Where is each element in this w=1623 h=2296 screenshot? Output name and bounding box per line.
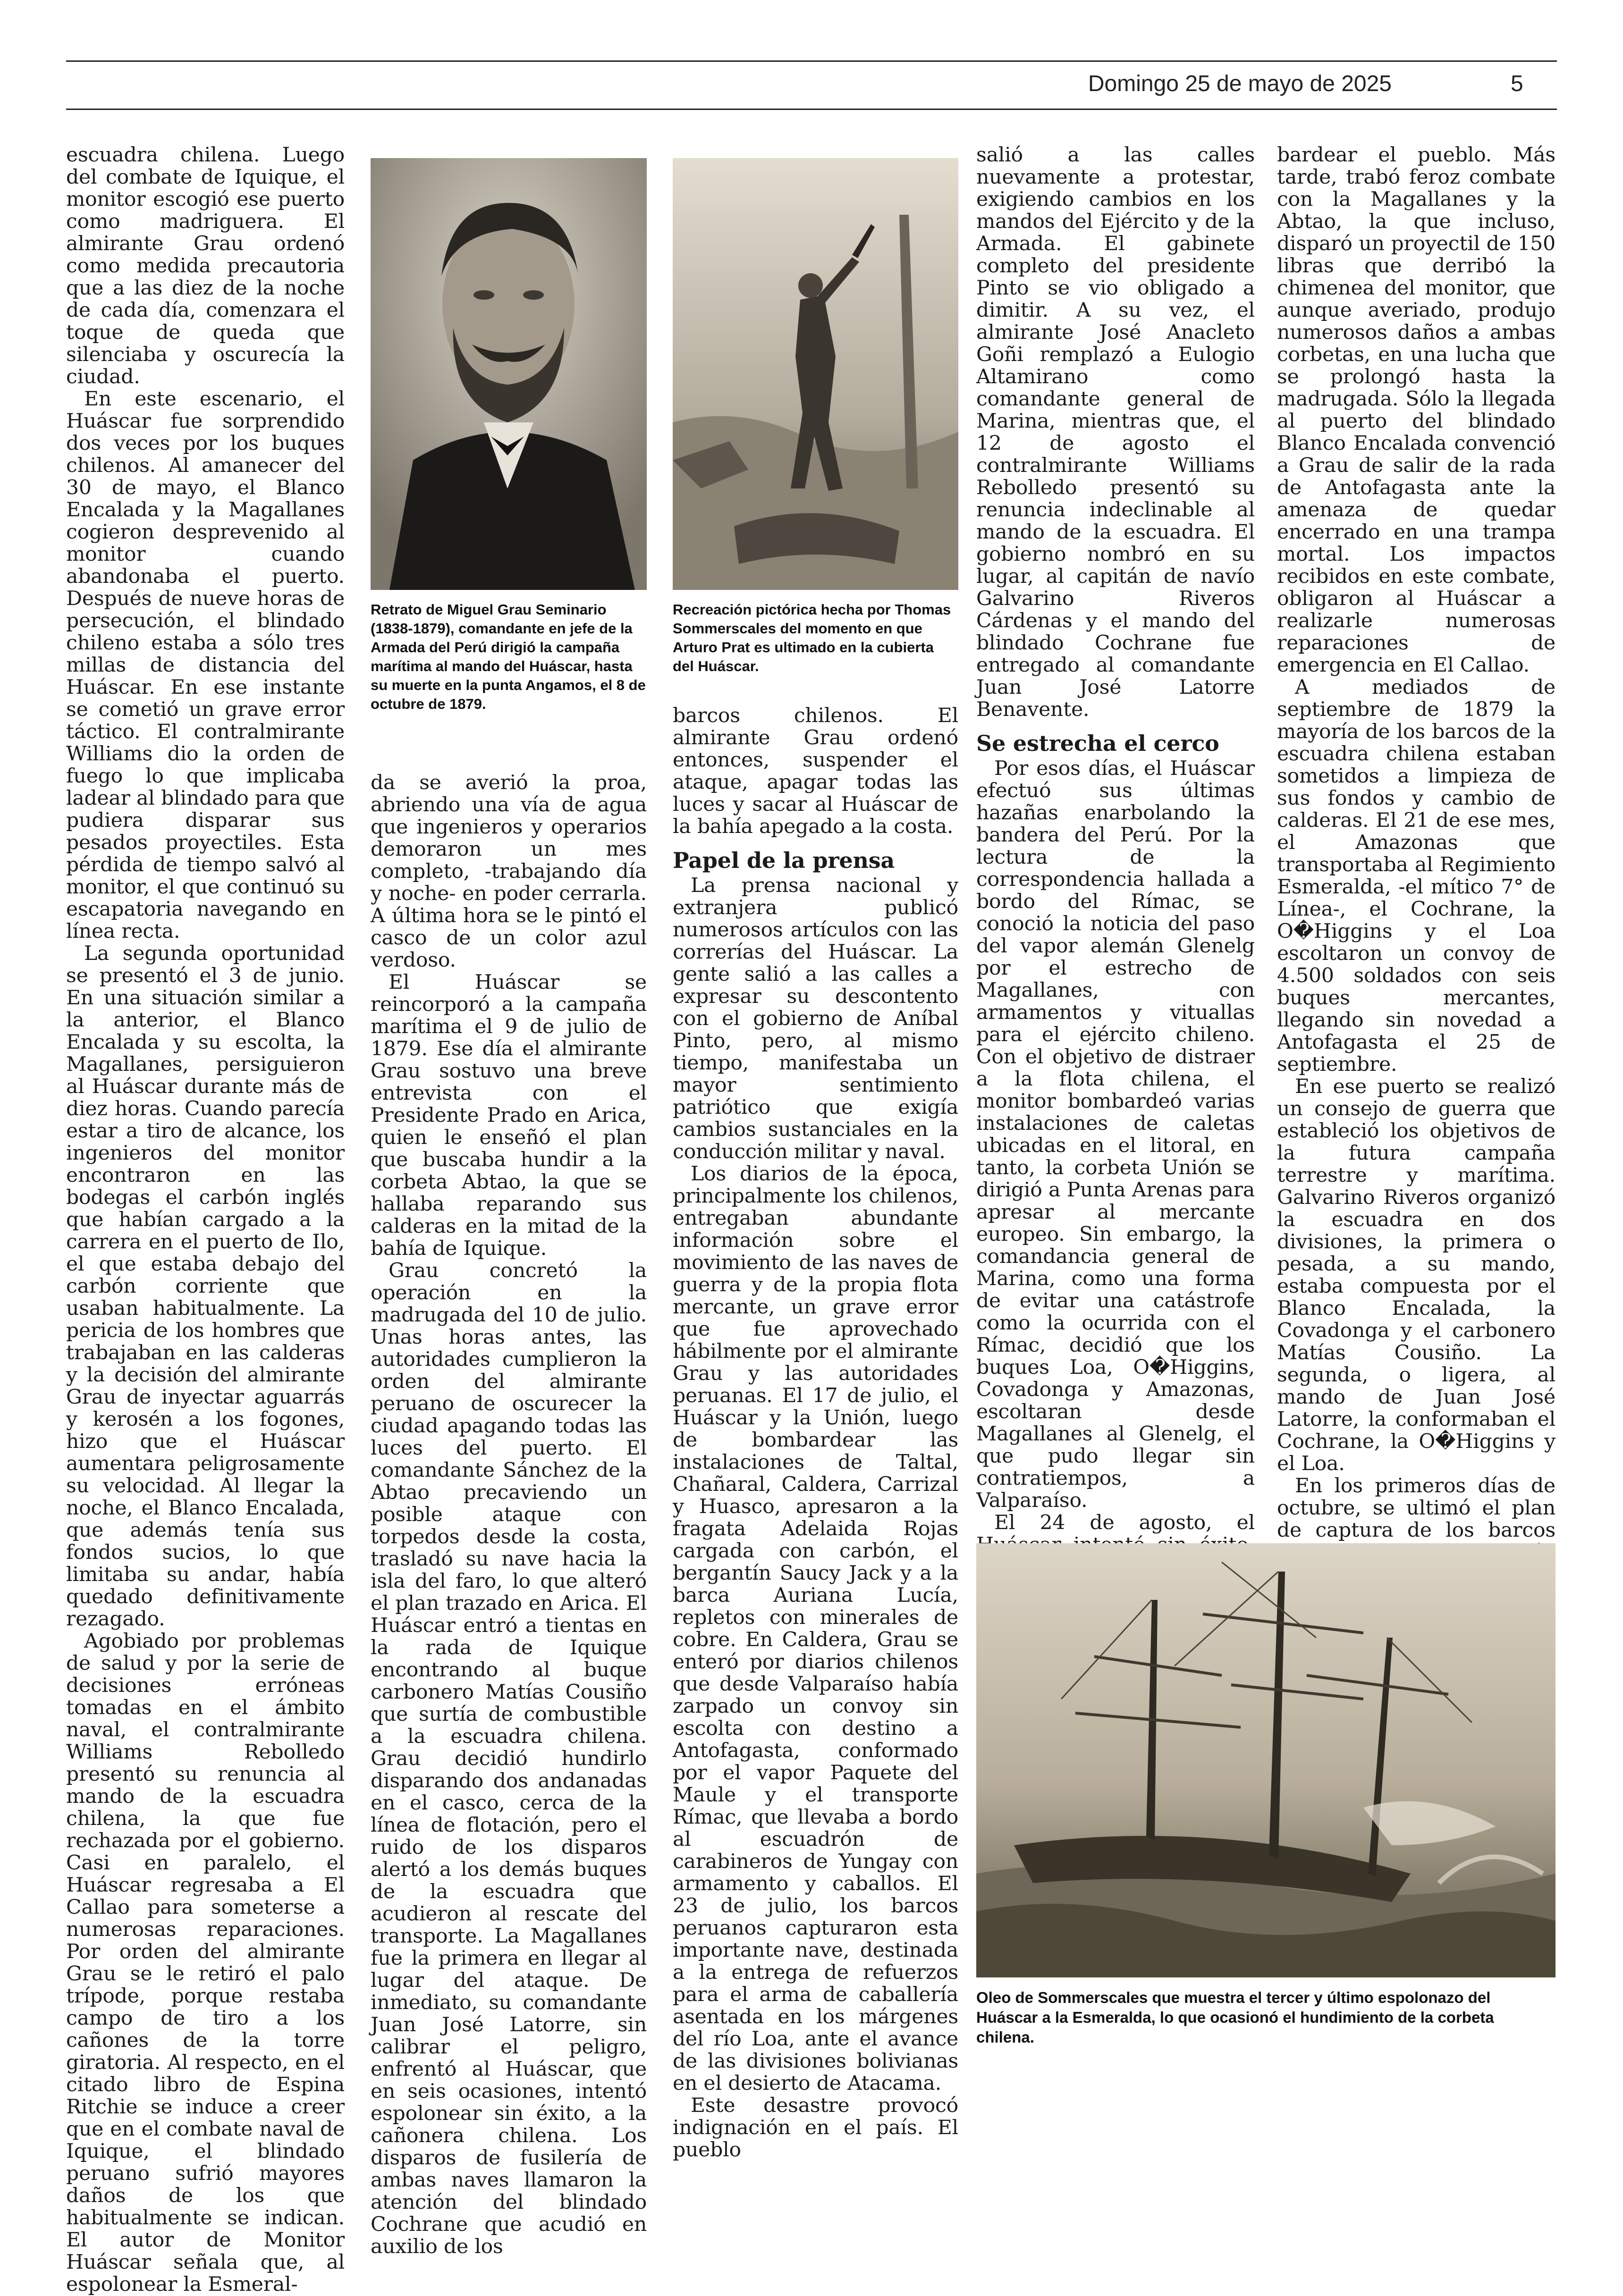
paragraph: El 24 de agosto, el — [994, 1511, 1255, 1534]
ship-photo-caption: Oleo de Sommerscales que muestra el tercer y último espolonazo del Huáscar a la Esmeralda, lo que ocasionó el hundimiento de la corbeta chilena. — [976, 1989, 1494, 2046]
page-number: 5 — [1511, 71, 1523, 96]
section-heading: Se estrecha el cerco — [976, 731, 1219, 756]
paragraph: El Huáscar se reincorporó a la campaña marítima el 9 de julio de 1879. Ese día el almirante Grau sostuvo una breve entrevista con el Presidente Prado en Arica, quien le enseñó el plan que buscaba hundir a la corbeta Abtao, la que se hallaba reparando sus calderas en la mitad de la bahía de Iquique. — [371, 971, 647, 1260]
header-rule — [66, 109, 1557, 110]
ship-painting-photo — [976, 1543, 1555, 1977]
top-rule — [66, 60, 1557, 62]
paragraph: bardear el pueblo. Más tarde, trabó feroz combate con la Magallanes y la Abtao, la que incluso, disparó un proyectil de 150 libras que derribó la chimenea del monitor, que aunque averiado, produjo numerosos daños a ambas corbetas, en una lucha que se prolongó hasta la madrugada. Sólo la llegada al puerto del blindado Blanco Encalada convenció a Grau de salir de la rada de Antofagasta ante la amenaza de quedar encerrado en una trampa mortal. Los impactos recibidos en este combate, obligaron al Huáscar a realizarle numerosas reparaciones de emergencia en El Callao. — [1277, 143, 1555, 677]
edition-date: Domingo 25 de mayo de 2025 — [1088, 71, 1392, 96]
paragraph: La segunda oportunidad se presentó el 3 de junio. En una situación similar a la anterior, el Blanco Encalada y su escolta, la Magallanes, persiguieron al Huáscar durante más de diez horas. Cuando parecía estar a tiro de alcance, los ingenieros del monitor encontraron en las bodegas el carbón inglés que habían cargado a la carrera en el puerto de Ilo, el que estaba debajo del carbón corriente que usaban habitualmente. La pericia de los hombres que trabajaban en las calderas y la decisión del almirante Grau de inyectar aguarrás y kerosén a los fogones, hizo que el Huáscar aumentara peligrosamente su velocidad. Al llegar la noche, el Blanco Encalada, que además tenía sus fondos sucios, lo que limitaba su andar, había quedado definitivamente rezagado. — [66, 942, 345, 1631]
prat-photo-caption: Recreación pictórica hecha por Thomas Sommerscales del momento en que Arturo Prat es ultimado en la cubierta del Huáscar. — [673, 601, 951, 674]
grau-portrait-photo — [371, 158, 647, 590]
paragraph: salió a las calles nuevamente a protestar, exigiendo cambios en los mandos del Ejército y de la Armada. El gabinete completo del presidente Pinto se vio obligado a dimitir. A su vez, el almirante José Anacleto Goñi remplazó a Eulogio Altamirano como comandante general de Marina, mientras que, el 12 de agosto el contralmirante Williams Rebolledo presentó su renuncia indeclinable al mando de la escuadra. El gobierno nombró en su lugar, al capitán de navío Galvarino Riveros Cárdenas y el mando del blindado Cochrane fue entregado al comandante Juan José Latorre Benavente. — [976, 143, 1255, 721]
article-column-5 — [1277, 144, 1555, 1697]
paragraph: escuadra chilena. Luego del combate de Iquique, el monitor escogió ese puerto como madriguera. El almirante Grau ordenó como medida precautoria que a las diez de la noche de cada día, comenzara el toque de queda que silenciaba y oscurecía la ciudad. — [66, 143, 345, 388]
article-column-4 — [976, 144, 1255, 1733]
paragraph: En este escenario, el Huáscar fue sorprendido dos veces por los buques chilenos. Al amanecer del 30 de mayo, el Blanco Encalada y la Magallanes cogieron desprevenido al monitor cuando abandonaba el puerto. Después de nueve horas de persecución, el blindado chileno estaba a sólo tres millas de distancia del Huáscar. En ese instante se cometió un grave error táctico. El contralmirante Williams dio la orden de fuego lo que implicaba ladear al blindado para que pudiera disparar sus pesados proyectiles. Esta pérdida de tiempo salvó al monitor, el que continuó su escapatoria navegando en línea recta. — [66, 387, 345, 943]
paragraph: En ese puerto se realizó un consejo de guerra que estableció los objetivos de la futura campaña terrestre y marítima. Galvarino Riveros organizó la escuadra en dos divisiones, la primera o pesada, a su mando, estaba compuesta por el Blanco Encalada, la Covadonga y el carbonero Matías Cousiño. La segunda, o ligera, al mando de Juan José Latorre, la conformaban el Cochrane, la O�Higgins y el Loa. — [1277, 1075, 1555, 1475]
paragraph: barcos chilenos. El almirante Grau ordenó entonces, suspender el ataque, apagar todas las luces y sacar al Huáscar de la bahía apegado a la costa. — [673, 704, 958, 838]
paragraph: Los diarios de la época, principalmente los chilenos, entregaban abundante información sobre el movimiento de las naves de guerra y de la propia flota mercante, un grave error que fue aprovechado hábilmente por el almirante Grau y las autoridades peruanas. El 17 de julio, el Huáscar y la Unión, luego de bombardear las instalaciones de Taltal, Chañaral, Caldera, Carrizal y Huasco, apresaron a la fragata Adelaida Rojas cargada con carbón, el bergantín Saucy Jack y a la barca Auriana Lucía, repletos con minerales de cobre. En Caldera, Grau se enteró por diarios chilenos que desde Valparaíso había zarpado un convoy sin escolta con destino a Antofagasta, conformado por el vapor Paquete del Maule y el transporte Rímac, que llevaba a bordo al escuadrón de carabineros de Yungay con armamento y caballos. El 23 de julio, los barcos peruanos capturaron esta importante nave, destinada a la entrega de refuerzos para el arma de caballería asentada en los márgenes del río Loa, ante el avance de las divisiones bolivianas en el desierto de Atacama. — [673, 1162, 958, 2095]
prat-painting-photo — [673, 158, 958, 590]
article-column-2 — [371, 772, 647, 2258]
grau-photo-caption: Retrato de Miguel Grau Seminario (1838-1879), comandante en jefe de la Armada del Perú dirigió la campaña marítima al mando del Huáscar, hasta su muerte en la punta Angamos, el 8 de octubre de 1879. — [371, 601, 646, 712]
paragraph: En los primeros días de octubre, se ultimó el plan de captura de los barcos — [1277, 1474, 1555, 1542]
paragraph: Este desastre provocó indignación en el país. El pueblo — [673, 2094, 958, 2161]
article-column-3 — [673, 705, 958, 2161]
article-column-1 — [66, 144, 345, 2296]
paragraph: Agobiado por problemas de salud y por la serie de decisiones erróneas tomadas en el ámbito naval, el contralmirante Williams Rebolledo presentó su renuncia al mando de la escuadra chilena, la que fue rechazada por el gobierno. Casi en paralelo, el Huáscar regresaba a El Callao para someterse a numerosas reparaciones. Por orden del almirante Grau se le retiró el palo trípode, porque restaba campo de tiro a los cañones de la torre giratoria. Al respecto, en el citado libro de Espina Ritchie se induce a creer que en el combate naval de Iquique, el blindado peruano sufrió mayores daños de los que habitualmente se indican. El autor de Monitor Huáscar señala que, al espolonear la Esmeral- — [66, 1630, 345, 2296]
paragraph: da se averió la proa, abriendo una vía de agua que ingenieros y operarios demoraron un mes completo, -trabajando día y noche- en poder cerrarla. A última hora se le pintó el casco de un color azul verdoso. — [371, 771, 647, 972]
paragraph: A mediados de septiembre de 1879 la mayoría de los barcos de la escuadra chilena estaban sometidos a limpieza de sus fondos y cambio de calderas. El 21 de ese mes, el Amazonas que transportaba al Regimiento Esmeralda, -el mítico 7° de Línea-, el Cochrane, la O�Higgins y el Loa escoltaron un convoy de 4.500 soldados con seis buques mercantes, llegando sin novedad a Antofagasta el 25 de septiembre. — [1277, 676, 1555, 1076]
paragraph: Por esos días, el Huáscar efectuó sus últimas hazañas enarbolando la bandera del Perú. Por la lectura de la correspondencia hallada a bordo del Rímac, se conoció la noticia del paso del vapor alemán Glenelg por el estrecho de Magallanes, con armamentos y vituallas para el ejército chileno. Con el objetivo de distraer a la flota chilena, el monitor bombardeó varias instalaciones de caletas ubicadas en el litoral, en tanto, la corbeta Unión se dirigió a Punta Arenas para apresar al mercante europeo. Sin embargo, la comandancia general de Marina, como una forma de evitar una catástrofe como la ocurrida con el Rímac, decidió que los buques Loa, O�Higgins, Covadonga y Amazonas, escoltaran desde Magallanes al Glenelg, el que pudo llegar sin contratiempos, a Valparaíso. — [976, 757, 1255, 1512]
section-heading: Papel de la prensa — [673, 848, 895, 873]
paragraph: La prensa nacional y extranjera publicó numerosos artículos con las correrías del Huáscar. La gente salió a las calles a expresar su descontento con el gobierno de Aníbal Pinto, pero, al mismo tiempo, manifestaba un mayor sentimiento patriótico que exigía cambios sustanciales en la conducción militar y naval. — [673, 874, 958, 1163]
paragraph: Grau concretó la operación en la madrugada del 10 de julio. Unas horas antes, las autoridades cumplieron la orden del almirante peruano de oscurecer la ciudad apagando todas las luces del puerto. El comandante Sánchez de la Abtao precaviendo un posible ataque con torpedos desde la costa, trasladó su nave hacia la isla del faro, lo que alteró el plan trazado en Arica. El Huáscar entró a tientas en la rada de Iquique encontrando al buque carbonero Matías Cousiño que surtía de combustible a la escuadra chilena. Grau decidió hundirlo disparando dos andanadas en el casco, cerca de la línea de flotación, pero el ruido de los disparos alertó a los demás buques de la escuadra que acudieron al rescate del transporte. La Magallanes fue la primera en llegar al lugar del ataque. De inmediato, su comandante Juan José Latorre, sin calibrar el peligro, enfrentó al Huáscar, que en seis ocasiones, intentó espolonear sin éxito, a la cañonera chilena. Los disparos de fusilería de ambas naves llamaron la atención del blindado Cochrane que acudió en auxilio de los — [371, 1259, 647, 2258]
